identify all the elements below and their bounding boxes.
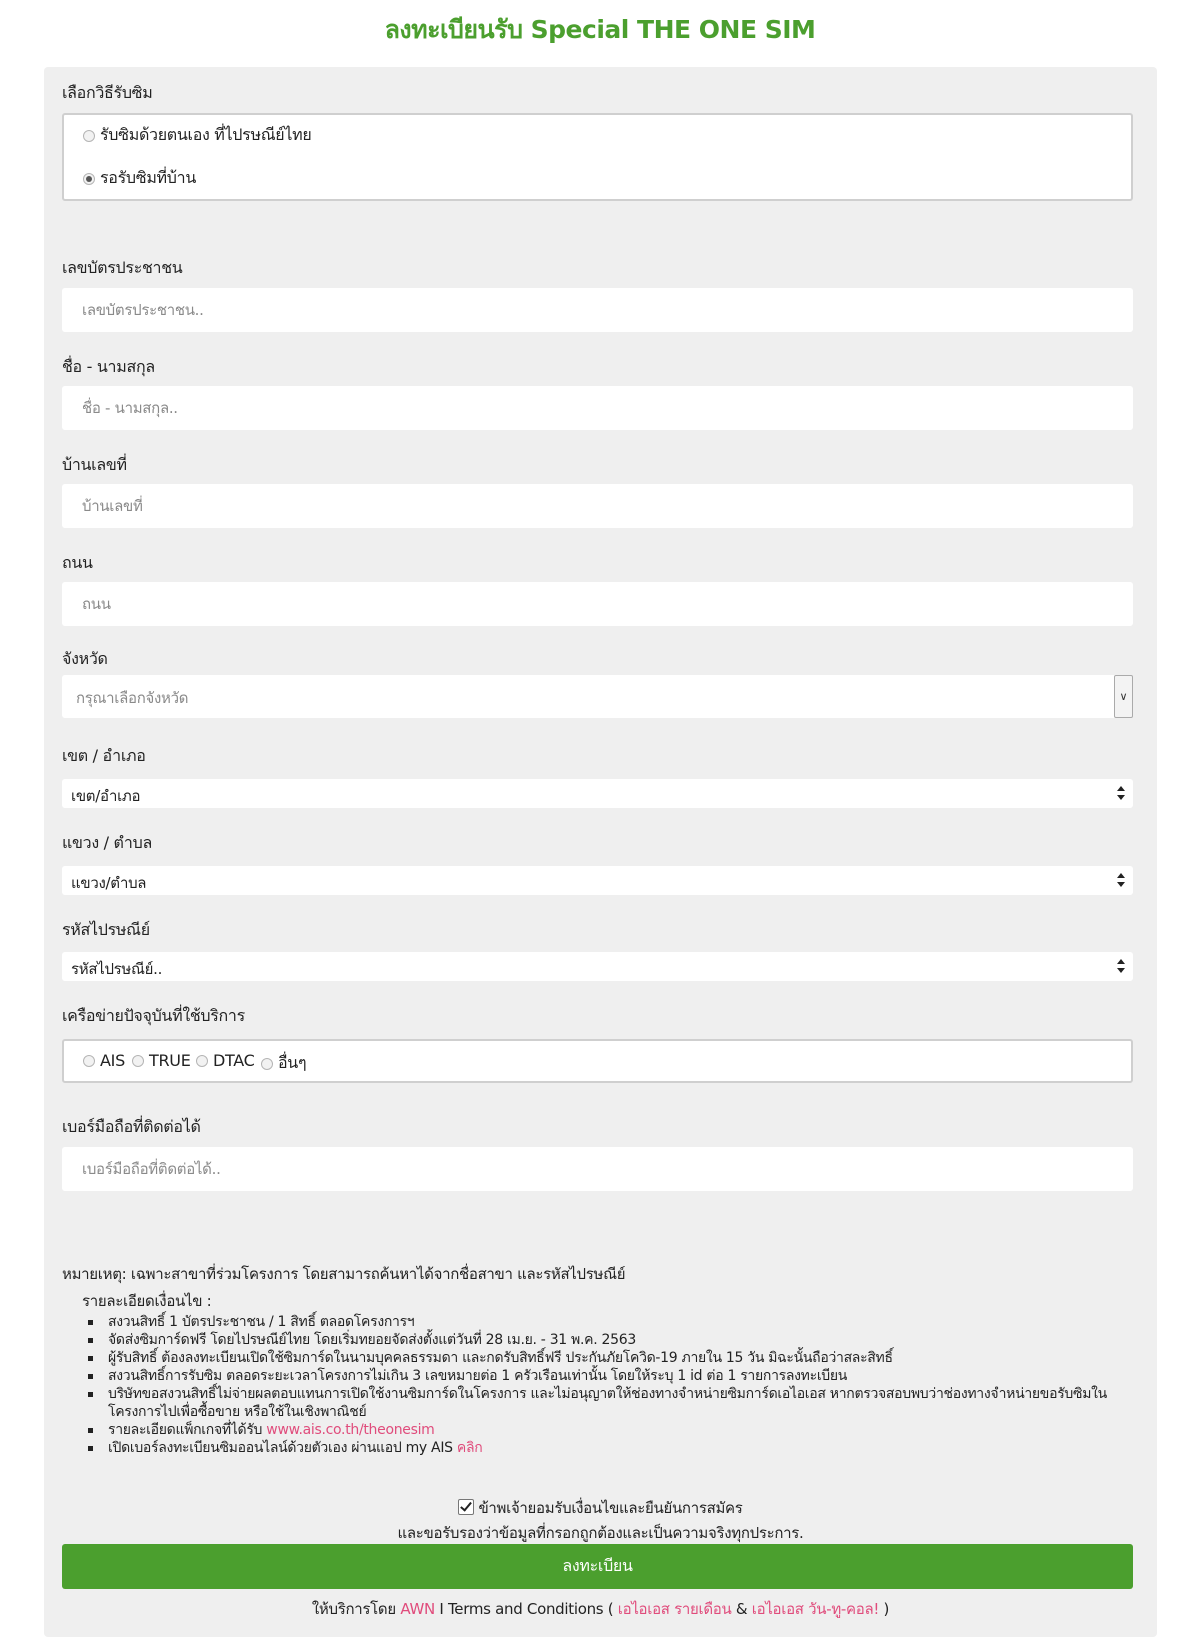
agree-text: ข้าพเจ้ายอมรับเงื่อนไขและยืนยันการสมัคร: [478, 1499, 743, 1517]
package-link[interactable]: www.ais.co.th/theonesim: [266, 1422, 435, 1438]
agree-checkbox[interactable]: [458, 1499, 474, 1515]
awn-link[interactable]: AWN: [400, 1600, 435, 1618]
phone-input[interactable]: [62, 1147, 1133, 1191]
postcode-select[interactable]: [62, 952, 1133, 981]
house-number-label: บ้านเลขที่: [62, 455, 127, 474]
agree-text-line2: และขอรับรองว่าข้อมูลที่กรอกถูกต้องและเป็นความจริงทุกประการ.: [397, 1524, 804, 1542]
road-label: ถนน: [62, 553, 93, 572]
province-select[interactable]: [62, 675, 1133, 718]
pickup-method-group: [62, 113, 1133, 201]
province-label: จังหวัด: [62, 649, 108, 668]
list-item: บริษัทขอสงวนสิทธิ์ไม่จ่ายผลตอบแทนการเปิดใช้งานซิมการ์ดในโครงการ และไม่อนุญาตให้ช่องทางจำหน่ายซิมการ์ดเอไอเอส หากตรวจสอบพบว่าช่องทางจำหน่ายขอรับซิมในโครงการไปเพื่อซื้อขาย หรือใช้ในเชิงพาณิชย์: [82, 1385, 1122, 1421]
radio-button[interactable]: [261, 1058, 273, 1070]
ais-12call-link[interactable]: เอไอเอส วัน-ทู-คอล!: [751, 1600, 880, 1618]
radio-button-selected[interactable]: [83, 173, 95, 185]
network-option-ais[interactable]: [83, 1051, 125, 1070]
district-value: เขต/อำเภอ: [71, 787, 141, 805]
full-name-input[interactable]: [62, 386, 1133, 430]
registration-form: [44, 67, 1157, 1637]
conditions-list: [82, 1313, 1122, 1457]
radio-button[interactable]: [196, 1055, 208, 1067]
network-option-dtac[interactable]: [196, 1051, 255, 1070]
province-placeholder: กรุณาเลือกจังหวัด: [76, 689, 189, 707]
district-select[interactable]: [62, 779, 1133, 808]
network-option-label: DTAC: [213, 1051, 255, 1070]
list-item: [82, 1421, 1122, 1439]
radio-button[interactable]: [132, 1055, 144, 1067]
click-link[interactable]: คลิก: [456, 1440, 483, 1456]
district-label: เขต / อำเภอ: [62, 746, 146, 765]
agree-row: [44, 1496, 1157, 1520]
house-number-input[interactable]: [62, 484, 1133, 528]
register-button[interactable]: ลงทะเบียน: [62, 1544, 1133, 1589]
footer: [44, 1597, 1157, 1621]
list-item: ผู้รับสิทธิ์ ต้องลงทะเบียนเปิดใช้ซิมการ์ดในนามบุคคลธรรมดา และกดรับสิทธิ์ฟรี ประกันภัยโควิด-19 ภายใน 15 วัน มิฉะนั้นถือว่าสละสิทธิ์: [82, 1349, 1122, 1367]
page-title: ลงทะเบียนรับ Special THE ONE SIM: [384, 15, 816, 44]
phone-label: เบอร์มือถือที่ติดต่อได้: [62, 1117, 201, 1136]
radio-button[interactable]: [83, 1055, 95, 1067]
chevron-down-icon[interactable]: ∨: [1114, 675, 1133, 718]
id-card-input[interactable]: [62, 288, 1133, 332]
ais-postpaid-link[interactable]: เอไอเอส รายเดือน: [617, 1600, 732, 1618]
terms-text: I Terms and Conditions (: [439, 1600, 614, 1618]
subdistrict-value: แขวง/ตำบล: [71, 874, 147, 892]
network-option-label: TRUE: [149, 1051, 191, 1070]
list-item: สงวนสิทธิ์การรับซิม ตลอดระยะเวลาโครงการไม่เกิน 3 เลขหมายต่อ 1 ครัวเรือนเท่านั้น โดยให้ระบุ 1 id ต่อ 1 รายการลงทะเบียน: [82, 1367, 1122, 1385]
id-card-label: เลขบัตรประชาชน: [62, 258, 183, 277]
network-group: [62, 1039, 1133, 1083]
postcode-value: รหัสไปรษณีย์..: [71, 960, 163, 978]
network-option-true[interactable]: [132, 1051, 191, 1070]
note-text: หมายเหตุ: เฉพาะสาขาที่ร่วมโครงการ โดยสามารถค้นหาได้จากชื่อสาขา และรหัสไปรษณีย์: [62, 1265, 626, 1283]
footer-prefix: ให้บริการโดย: [311, 1600, 396, 1618]
radio-button[interactable]: [83, 130, 95, 142]
pickup-option-home[interactable]: [83, 166, 196, 191]
road-input[interactable]: [62, 582, 1133, 626]
pickup-option-post-office[interactable]: [83, 123, 311, 148]
subdistrict-label: แขวง / ตำบล: [62, 833, 152, 852]
list-item: สงวนสิทธิ์ 1 บัตรประชาชน / 1 สิทธิ์ ตลอดโครงการฯ: [82, 1313, 1122, 1331]
postcode-label: รหัสไปรษณีย์: [62, 920, 150, 939]
footer-close: ): [883, 1600, 890, 1618]
conditions-title: รายละเอียดเงื่อนไข :: [82, 1292, 212, 1310]
select-arrows-icon: [1116, 958, 1126, 974]
pickup-option-label: รับซิมด้วยตนเอง ที่ไปรษณีย์ไทย: [100, 125, 312, 144]
network-label: เครือข่ายปัจจุบันที่ใช้บริการ: [62, 1006, 245, 1025]
footer-amp: &: [735, 1600, 748, 1618]
network-option-label: อื่นๆ: [278, 1053, 307, 1072]
select-arrows-icon: [1116, 872, 1126, 888]
full-name-label: ชื่อ - นามสกุล: [62, 357, 155, 376]
subdistrict-select[interactable]: [62, 866, 1133, 895]
open-number-text: เปิดเบอร์ลงทะเบียนซิมออนไลน์ด้วยตัวเอง ผ่านแอป my AIS: [108, 1440, 453, 1456]
package-text: รายละเอียดแพ็กเกจที่ได้รับ: [108, 1422, 263, 1438]
network-option-label: AIS: [100, 1051, 125, 1070]
pickup-option-label: รอรับซิมที่บ้าน: [100, 168, 196, 187]
pickup-method-label: เลือกวิธีรับซิม: [62, 83, 153, 102]
select-arrows-icon: [1116, 785, 1126, 801]
network-option-other[interactable]: [261, 1051, 306, 1076]
list-item: จัดส่งซิมการ์ดฟรี โดยไปรษณีย์ไทย โดยเริ่มทยอยจัดส่งตั้งแต่วันที่ 28 เม.ย. - 31 พ.ค. 2563: [82, 1331, 1122, 1349]
list-item: [82, 1439, 1122, 1457]
